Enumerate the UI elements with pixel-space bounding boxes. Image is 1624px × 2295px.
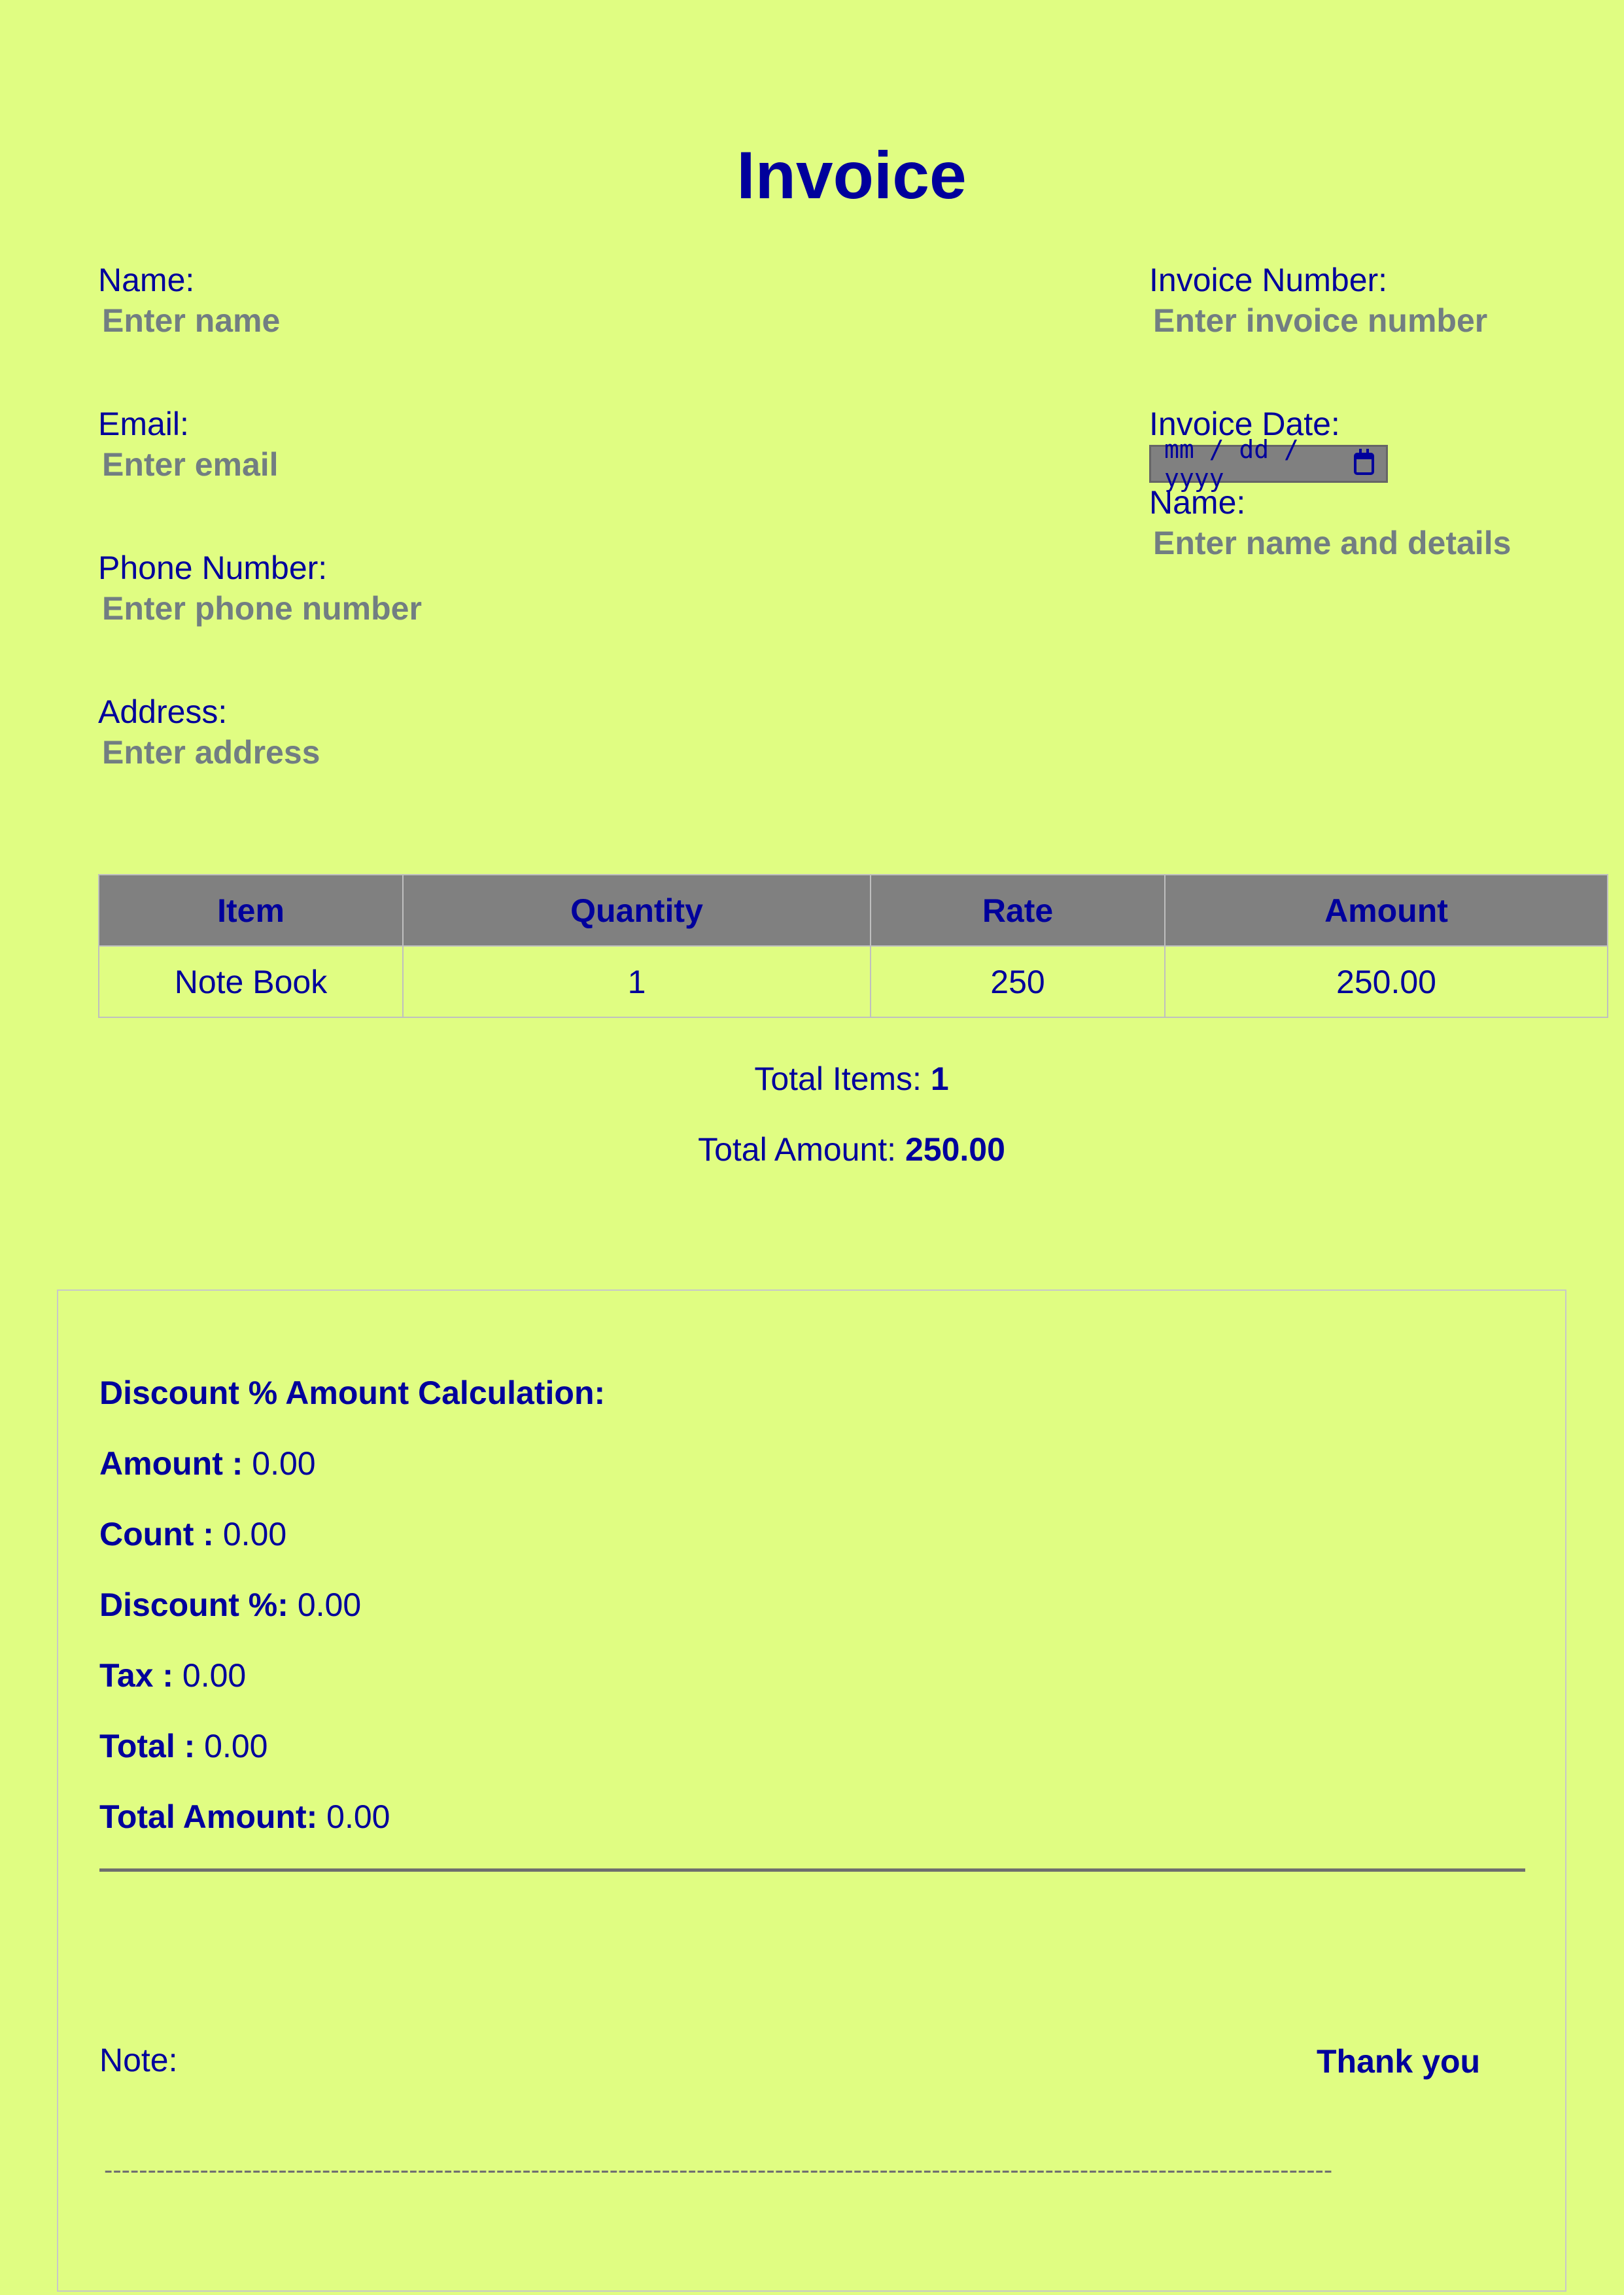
- calc-heading: Discount % Amount Calculation:: [99, 1375, 606, 1411]
- header-amount: Amount: [1165, 875, 1608, 946]
- name-input[interactable]: [102, 300, 691, 342]
- name-field-group: [98, 260, 691, 342]
- phone-input[interactable]: [102, 587, 691, 629]
- calc-tax: Tax : 0.00: [99, 1657, 247, 1694]
- calendar-icon[interactable]: [1354, 453, 1375, 475]
- total-amount-label: Total Amount:: [698, 1131, 897, 1168]
- cell-quantity: 1: [403, 946, 871, 1017]
- header-item: Item: [99, 875, 403, 946]
- invoice-date-input[interactable]: [1149, 435, 1388, 493]
- header-quantity: Quantity: [403, 875, 871, 946]
- calc-count: Count : 0.00: [99, 1516, 287, 1552]
- calc-discount: Discount %: 0.00: [99, 1586, 362, 1623]
- phone-label: Phone Number:: [98, 550, 328, 586]
- invoice-number-label: Invoice Number:: [1149, 262, 1388, 298]
- dashed-line: ---------------------------------------------------------------------------------------------------------------------------------------------: [104, 2156, 1333, 2184]
- page-title: Invoice: [736, 138, 967, 213]
- invoice-date-field-group: [1149, 404, 1598, 564]
- table-row: [99, 946, 1608, 1017]
- date-placeholder: mm / dd / yyyy: [1164, 435, 1299, 493]
- calc-amount: Amount : 0.00: [99, 1445, 316, 1482]
- email-label: Email:: [98, 406, 189, 442]
- cell-rate: 250: [871, 946, 1165, 1017]
- address-input[interactable]: [102, 731, 691, 773]
- address-field-group: [98, 692, 691, 773]
- phone-field-group: [98, 548, 691, 629]
- calc-total: Total : 0.00: [99, 1728, 268, 1764]
- name-label: Name:: [98, 262, 195, 298]
- total-items-value: 1: [930, 1060, 949, 1097]
- email-input[interactable]: [102, 444, 691, 485]
- total-items: [0, 1060, 1624, 1098]
- header-rate: Rate: [871, 875, 1165, 946]
- discount-calculation-panel: [57, 1289, 1566, 2292]
- email-field-group: [98, 404, 691, 485]
- address-label: Address:: [98, 693, 228, 730]
- calc-total-amount: Total Amount: 0.00: [99, 1798, 390, 1835]
- table-header-row: [99, 875, 1608, 946]
- note-label: Note:: [99, 2042, 178, 2078]
- cell-amount: 250.00: [1165, 946, 1608, 1017]
- total-items-label: Total Items:: [754, 1060, 922, 1097]
- divider: [99, 1868, 1525, 1872]
- thank-you-text: Thank you: [1317, 2043, 1481, 2080]
- details-input[interactable]: [1153, 522, 1598, 564]
- invoice-number-field-group: [1149, 260, 1598, 342]
- items-table: [98, 874, 1608, 1018]
- cell-item: Note Book: [99, 946, 403, 1017]
- invoice-number-input[interactable]: [1153, 300, 1598, 342]
- invoice-date-label: Invoice Date:: [1149, 406, 1340, 442]
- total-amount: [0, 1130, 1624, 1168]
- details-label: Name:: [1149, 484, 1246, 521]
- total-amount-value: 250.00: [905, 1131, 1005, 1168]
